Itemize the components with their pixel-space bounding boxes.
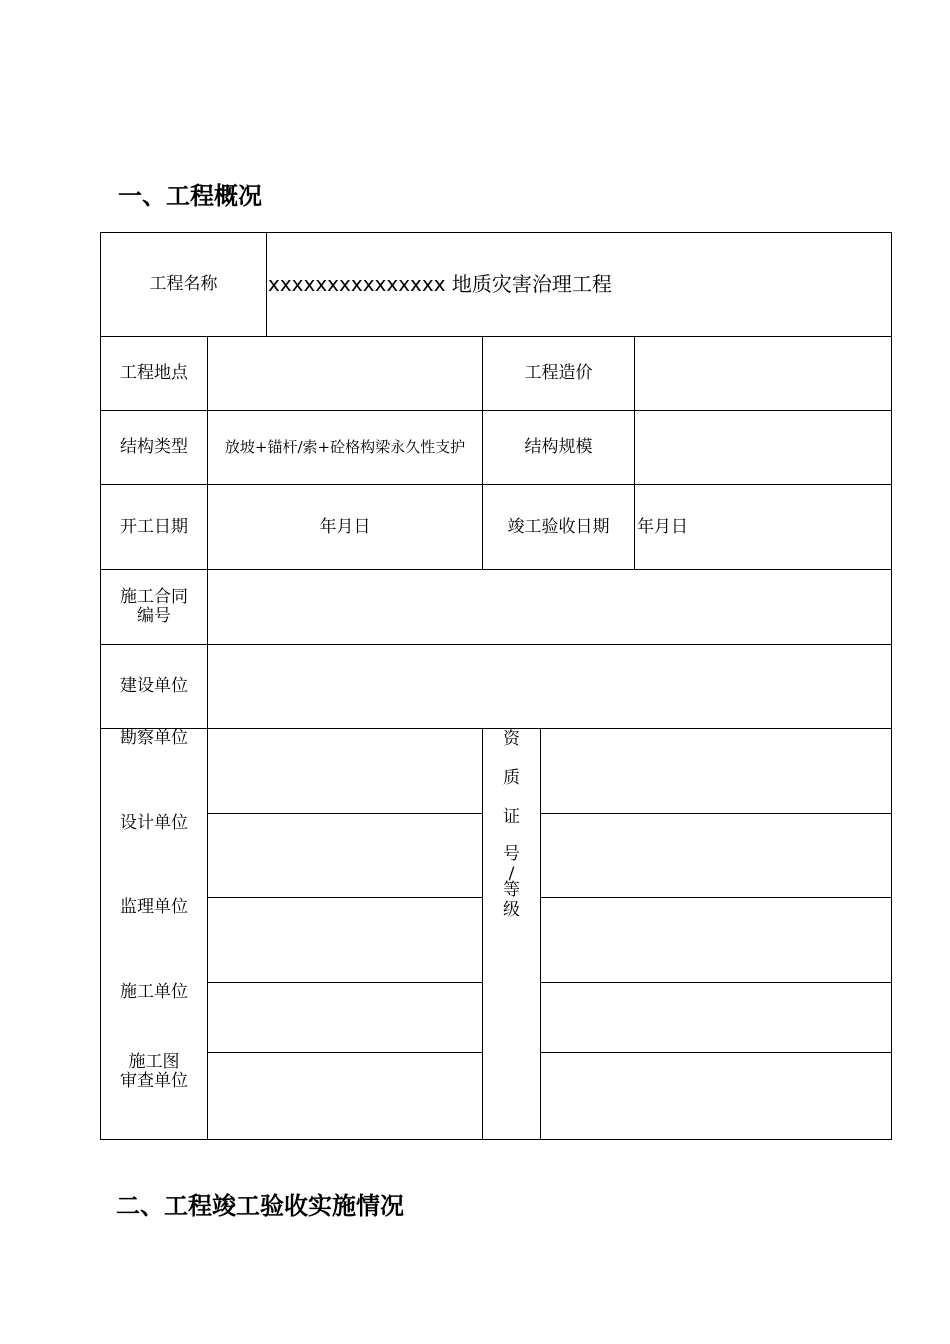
section-title-overview: 一、工程概况	[118, 182, 262, 210]
contract-number-value	[208, 570, 891, 644]
design-unit-label: 设计单位	[120, 813, 188, 833]
table-border	[891, 232, 892, 1140]
start-date-label: 开工日期	[120, 516, 188, 537]
contract-number-label-line1: 施工合同	[120, 587, 188, 607]
structure-scale-label: 结构规模	[524, 437, 593, 457]
cost-value	[635, 337, 891, 410]
drawing-review-label-line1: 施工图	[128, 1052, 180, 1072]
qualification-grade-label	[483, 720, 540, 920]
drawing-review-unit-label	[101, 1053, 207, 1139]
structure-scale-value	[635, 411, 891, 484]
table-rule	[540, 1052, 892, 1053]
supervision-unit-label: 监理单位	[120, 897, 188, 917]
table-border	[100, 1139, 892, 1140]
cost-label: 工程造价	[524, 363, 593, 383]
qualification-char: 证	[503, 807, 520, 827]
acceptance-date-value: 年月日	[637, 516, 688, 537]
table-rule	[540, 813, 892, 814]
survey-unit-label: 勘察单位	[120, 728, 188, 748]
structure-type-value: 放坡+锚杆/索+砼格构梁永久性支护	[224, 438, 466, 456]
table-rule	[207, 813, 483, 814]
table-rule	[266, 232, 267, 336]
qualification-char: 质	[503, 768, 520, 788]
acceptance-date-label: 竣工验收日期	[507, 516, 610, 537]
construction-unit-label: 施工单位	[120, 982, 188, 1002]
table-rule	[207, 897, 483, 898]
project-name-value: xxxxxxxxxxxxxxx 地质灾害治理工程	[268, 272, 612, 296]
location-label: 工程地点	[120, 363, 188, 383]
qualification-char: /	[508, 864, 515, 884]
table-rule	[207, 1052, 483, 1053]
drawing-review-label-line2: 审查单位	[120, 1071, 188, 1091]
qualification-char: 资	[503, 729, 520, 749]
section-title-acceptance: 二、工程竣工验收实施情况	[116, 1192, 404, 1220]
table-rule	[540, 982, 892, 983]
table-rule	[100, 644, 892, 645]
table-rule	[207, 982, 483, 983]
builder-label: 建设单位	[120, 676, 188, 696]
qualification-char: 等	[503, 880, 520, 900]
location-value	[208, 337, 482, 410]
contract-number-label-line2: 编号	[137, 606, 171, 626]
contract-number-label	[101, 570, 207, 644]
structure-type-label: 结构类型	[120, 437, 188, 457]
qualification-char: 号	[503, 844, 520, 864]
start-date-value: 年月日	[319, 516, 371, 537]
table-rule	[540, 728, 541, 1140]
qualification-char: 级	[503, 900, 520, 920]
table-rule	[540, 897, 892, 898]
project-name-label: 工程名称	[149, 274, 218, 294]
